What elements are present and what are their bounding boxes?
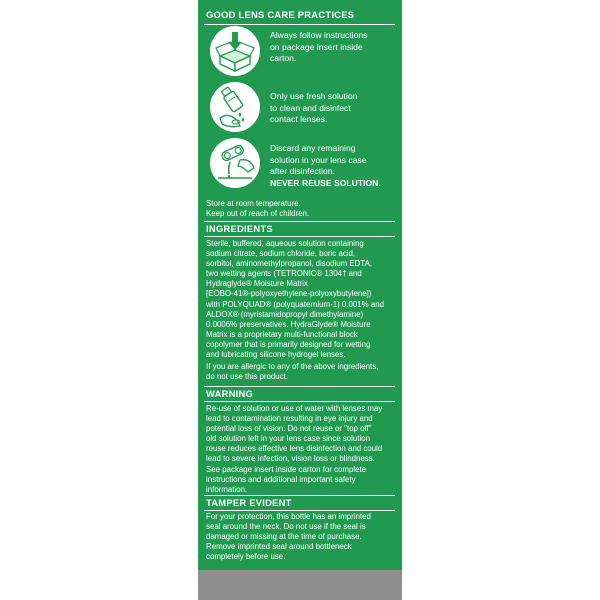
carton-side-panel <box>198 0 402 600</box>
practice-item-text: Only use fresh solution to clean and disinfect contact lenses. <box>270 91 358 125</box>
ingredients-divider <box>204 236 395 237</box>
ingredients-heading: INGREDIENTS <box>206 223 273 234</box>
discard-solution-icon <box>210 138 260 188</box>
bottom-band <box>198 570 402 600</box>
package-insert-icon <box>210 26 260 76</box>
warning-divider-top <box>204 386 395 387</box>
ingredients-divider-top <box>204 221 395 222</box>
practice-item-emphasis: NEVER REUSE SOLUTION. <box>270 178 381 188</box>
storage-text: Store at room temperature. Keep out of reach of children. <box>206 199 310 219</box>
allergy-note: If you are allergic to any of the above ingredients, do not use this product. <box>206 362 379 382</box>
warning-divider <box>204 401 395 402</box>
tamper-divider <box>204 510 395 511</box>
practice-item-text: Always follow instructions on package insert inside carton. <box>270 30 368 64</box>
ingredients-body: Sterile, buffered, aqueous solution containing sodium citrate, sodium chloride, boric acid, sorbitol, aminomethylpropanol, disodium EDTA, two wetting agents (TETRONIC® 1304† and Hydraglyde® Moisture Matrix [EOBO-41®-polyoxyethylene-polyoxybutylene]) with POLYQUAD® (polyquaternium-1) 0.001% and ALDOX® (myristamidopropyl dimethylamine) 0.0006% preservatives. HydraGlyde® Moisture Matrix is a proprietary multi-functional block copolymer that is primarily designed for wetting and lubricating silicone hydrogel lenses. <box>206 239 385 360</box>
warning-body: Re-use of solution or use of water with lenses may lead to contamination resulting in eye injury and potential loss of vision. Do not reuse or "top off" old solution left in your lens case since solution reuse reduces effective lens disinfection and could lead to severe infection, vision loss or blindness. See package insert inside carton for complete instructions and additional important safety information. <box>206 404 383 494</box>
tamper-divider-top <box>204 495 395 496</box>
tamper-body: For your protection, this bottle has an imprinted seal around the neck. Do not use if the seal is damaged or missing at the time of purchase. Remove imprinted seal around bottleneck completely before use. <box>206 512 371 562</box>
warning-heading: WARNING <box>206 388 254 399</box>
practices-divider <box>204 24 395 25</box>
tamper-heading: TAMPER EVIDENT <box>206 497 292 508</box>
practices-heading: GOOD LENS CARE PRACTICES <box>206 9 355 20</box>
solution-bottle-icon <box>210 82 260 132</box>
practice-item-text: Discard any remaining solution in your lens case after disinfection. <box>270 143 367 177</box>
